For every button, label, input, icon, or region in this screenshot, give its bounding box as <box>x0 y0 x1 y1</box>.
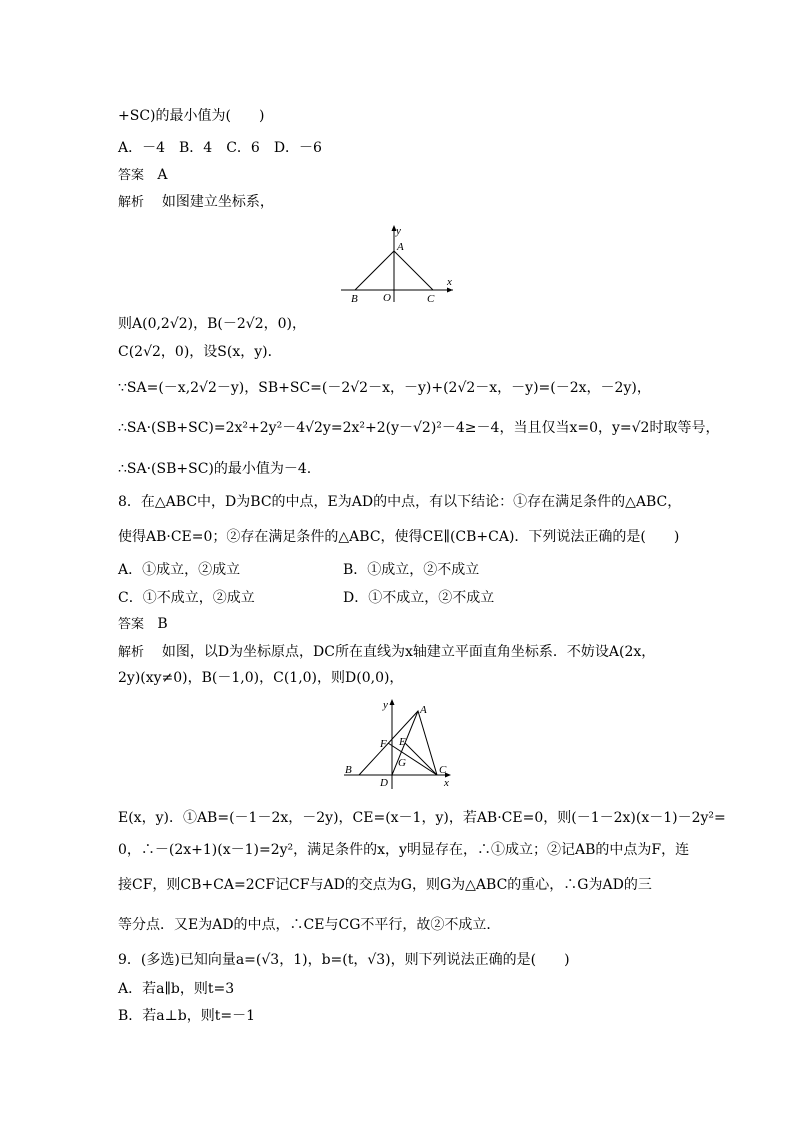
answer-label: 答案 <box>118 168 145 183</box>
x-axis-arrow-icon <box>447 288 453 293</box>
q8-option-a: A．①成立，②成立 <box>118 562 241 578</box>
q8-option-d: D．①不成立，②不成立 <box>343 590 495 606</box>
analysis-label: 解析 <box>118 645 145 660</box>
q8-option-c: C．①不成立，②成立 <box>118 590 255 606</box>
q9-stem: 9．(多选)已知向量a=(√3，1)，b=(t，√3)，则下列说法正确的是( ) <box>118 952 570 968</box>
fig2-label-g: G <box>398 757 406 769</box>
fig1-label-o: O <box>383 292 391 304</box>
median-cf <box>388 743 437 775</box>
q7-line-5: ∴SA·(SB+SC)的最小值为－4. <box>118 461 312 477</box>
fig2-label-d: D <box>380 777 388 789</box>
q7-options: A．－4 B．4 C．6 D．－6 <box>118 140 322 156</box>
fig1-label-b: B <box>351 293 358 304</box>
fig1-label-a: A <box>397 241 404 253</box>
q8-after-4: 等分点．又E为AD的中点，∴CE与CG不平行，故②不成立． <box>118 917 501 933</box>
fig2-label-a: A <box>420 704 427 716</box>
q8-figure <box>340 696 455 792</box>
fig2-label-b: B <box>345 764 352 776</box>
q8-stem-2: 使得AB·CE=0；②存在满足条件的△ABC，使得CE∥(CB+CA)．下列说法正确的是( ) <box>118 529 680 545</box>
fig2-label-y: y <box>383 699 388 711</box>
fig2-label-x: x <box>444 777 449 789</box>
q8-stem-1: 8．在△ABC中，D为BC的中点，E为AD的中点，有以下结论：①存在满足条件的△ABC， <box>118 494 682 510</box>
fig1-label-y: y <box>396 225 401 237</box>
fig2-label-f: F <box>380 738 387 750</box>
fig2-label-e: E <box>399 736 406 748</box>
q7-line-4: ∴SA·(SB+SC)=2x²+2y²－4√2y=2x²+2(y－√2)²－4≥－4，当且仅当x=0，y=√2时取等号， <box>118 420 720 436</box>
q7-stem-tail: +SC)的最小值为( ) <box>118 108 265 124</box>
answer-value: A <box>157 167 168 183</box>
q7-answer <box>118 165 168 186</box>
fig1-label-c: C <box>427 293 435 304</box>
q9-option-b: B．若a⊥b，则t=－1 <box>118 1008 256 1024</box>
q7-analysis <box>118 192 274 213</box>
q8-analysis-2: 2y)(xy≠0)，B(－1,0)，C(1,0)，则D(0,0)， <box>118 670 404 686</box>
q8-after-2: 0，∴－(2x+1)(x－1)=2y²，满足条件的x，y明显存在，∴①成立；②记AB的中点为F，连 <box>118 842 690 858</box>
q8-option-b: B．①成立，②不成立 <box>343 562 480 578</box>
segment-ab <box>355 251 394 290</box>
analysis-text-1: 如图，以D为坐标原点，DC所在直线为x轴建立平面直角坐标系．不妨设A(2x， <box>161 644 656 660</box>
fig1-label-x: x <box>447 276 452 288</box>
q7-figure <box>335 222 460 304</box>
q8-after-3: 接CF，则CB+CA=2CF记CF与AD的交点为G，则G为△ABC的重心，∴G为AD的三 <box>118 877 652 893</box>
answer-label: 答案 <box>118 617 145 632</box>
q8-answer <box>118 614 168 635</box>
analysis-label: 解析 <box>118 195 145 210</box>
q8-analysis-1 <box>118 642 655 663</box>
q8-after-1: E(x，y)．①AB=(－1－2x，－2y)，CE=(x－1，y)，若AB·CE=0，则(－1－2x)(x－1)－2y²= <box>118 810 726 826</box>
q7-line-2: C(2√2，0)，设S(x，y)． <box>118 344 282 360</box>
answer-value: B <box>157 616 168 632</box>
analysis-intro: 如图建立坐标系， <box>161 194 274 210</box>
y-axis-arrow-icon <box>390 699 395 705</box>
q7-line-1: 则A(0,2√2)，B(－2√2，0)， <box>118 316 306 332</box>
q9-option-a: A．若a∥b，则t=3 <box>118 981 235 997</box>
q7-line-3: ∵SA=(－x,2√2－y)，SB+SC=(－2√2－x，－y)+(2√2－x，－y)=(－2x，－2y)， <box>118 380 651 396</box>
fig2-label-c: C <box>439 764 447 776</box>
segment-ac <box>394 251 433 290</box>
